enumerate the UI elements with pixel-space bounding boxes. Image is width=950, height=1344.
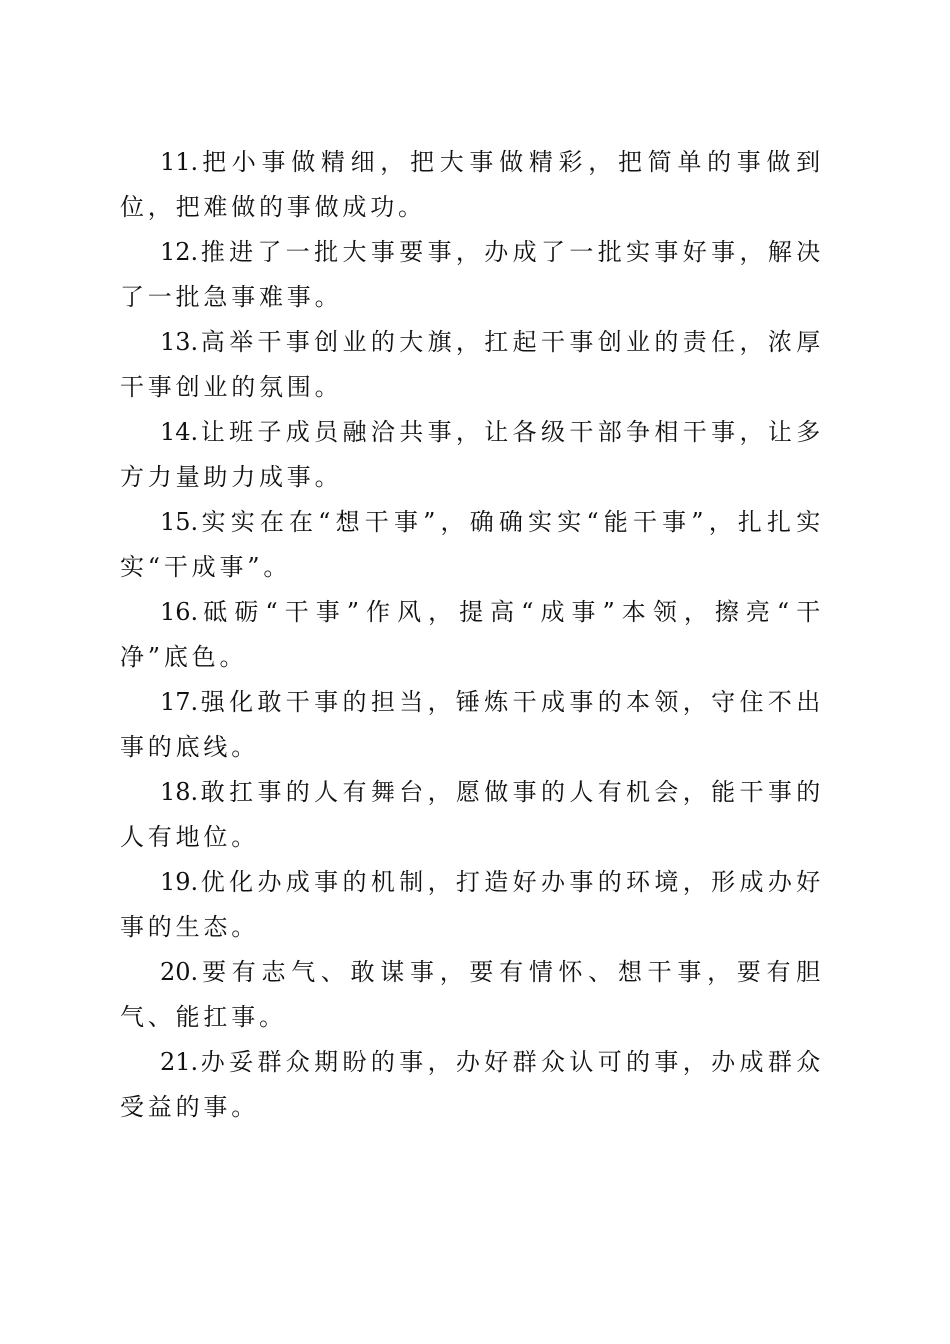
paragraph-number: 18.: [160, 778, 199, 806]
paragraph-14: [120, 410, 824, 500]
paragraph-number: 20.: [160, 958, 199, 986]
paragraph-text: 实实在在“想干事”，确确实实“能干事”，扎扎实实“干成事”。: [120, 508, 824, 581]
paragraph-text: 推进了一批大事要事，办成了一批实事好事，解决了一批急事难事。: [120, 238, 824, 311]
paragraph-number: 12.: [160, 238, 199, 266]
paragraph-16: [120, 590, 824, 680]
paragraph-text: 优化办成事的机制，打造好办事的环境，形成办好事的生态。: [120, 868, 824, 941]
paragraph-text: 砥砺“干事”作风，提高“成事”本领，擦亮“干净”底色。: [120, 598, 824, 671]
paragraph-number: 21.: [160, 1048, 199, 1076]
paragraph-13: [120, 320, 824, 410]
paragraph-18: [120, 770, 824, 860]
paragraph-21: [120, 1040, 824, 1130]
paragraph-12: [120, 230, 824, 320]
paragraph-17: [120, 680, 824, 770]
paragraph-number: 13.: [160, 328, 199, 356]
paragraph-number: 17.: [160, 688, 199, 716]
paragraph-text: 敢扛事的人有舞台，愿做事的人有机会，能干事的人有地位。: [120, 778, 824, 851]
paragraph-11: [120, 140, 824, 230]
paragraph-number: 16.: [160, 598, 199, 626]
paragraph-text: 让班子成员融洽共事，让各级干部争相干事，让多方力量助力成事。: [120, 418, 824, 491]
paragraph-20: [120, 950, 824, 1040]
paragraph-15: [120, 500, 824, 590]
paragraph-text: 要有志气、敢谋事，要有情怀、想干事，要有胆气、能扛事。: [120, 958, 824, 1031]
paragraph-text: 办妥群众期盼的事，办好群众认可的事，办成群众受益的事。: [120, 1048, 824, 1121]
document-body: [120, 140, 824, 1130]
paragraph-number: 19.: [160, 868, 199, 896]
paragraph-text: 强化敢干事的担当，锤炼干成事的本领，守住不出事的底线。: [120, 688, 824, 761]
paragraph-number: 14.: [160, 418, 199, 446]
paragraph-text: 把小事做精细，把大事做精彩，把简单的事做到位，把难做的事做成功。: [120, 148, 824, 221]
paragraph-number: 15.: [160, 508, 199, 536]
paragraph-text: 高举干事创业的大旗，扛起干事创业的责任，浓厚干事创业的氛围。: [120, 328, 824, 401]
paragraph-number: 11.: [160, 148, 199, 176]
paragraph-19: [120, 860, 824, 950]
